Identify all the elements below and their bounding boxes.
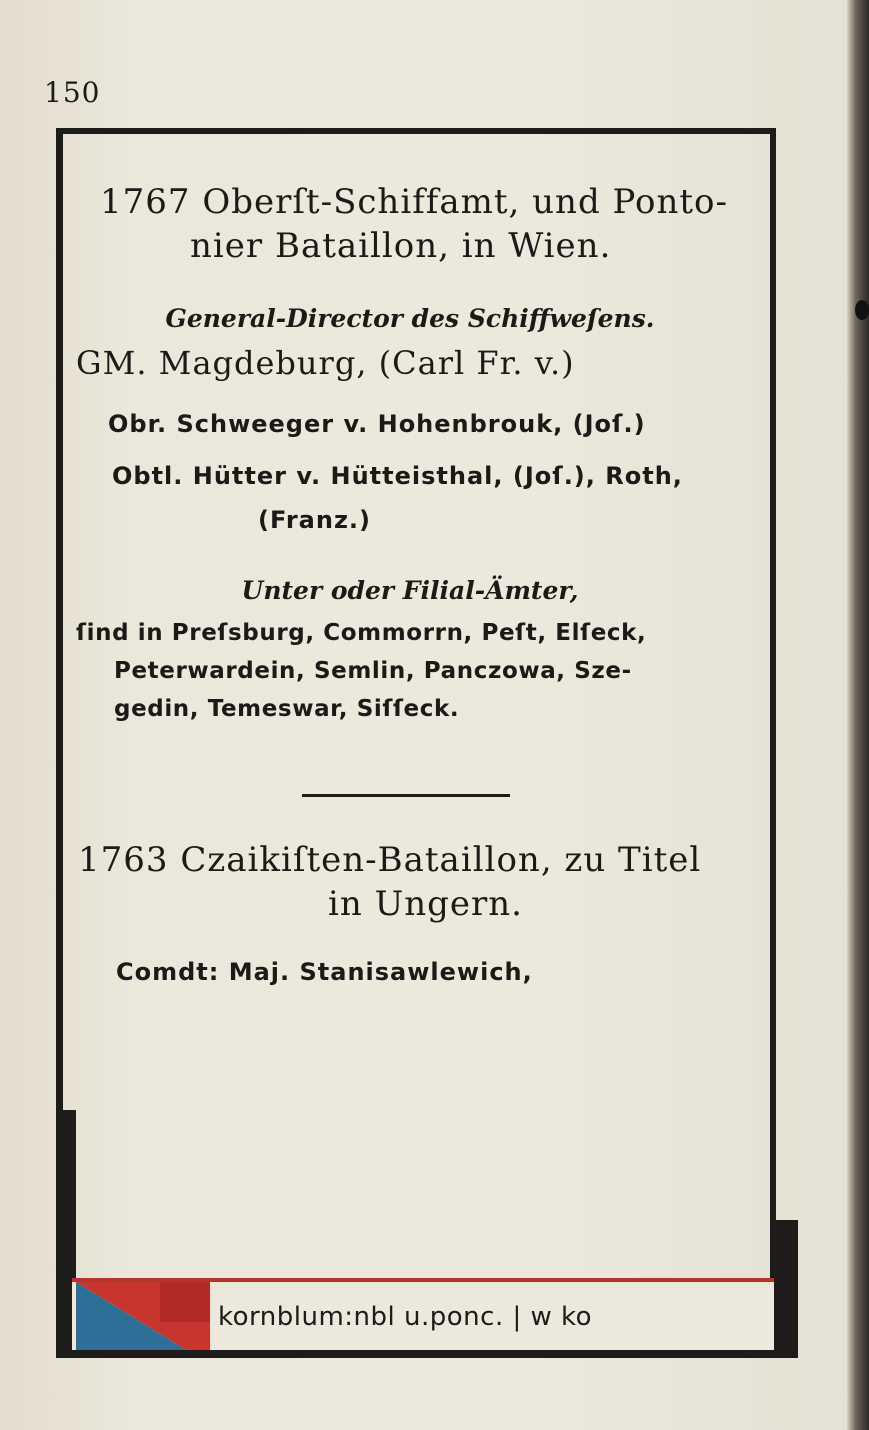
filial-line-3: gedin, Temeswar, Siſſeck. (114, 696, 460, 722)
filial-paragraph (76, 614, 766, 728)
section-2-title-line-1: 1763 Czaikiſten-Bataillon, zu Titel (78, 840, 702, 880)
filial-line-1: ſind in Preſsburg, Commorrn, Peſt, Elſeck, (76, 620, 647, 646)
frame-right-post (774, 1220, 798, 1358)
page-number: 150 (44, 76, 101, 109)
stamp-flag-icon (76, 1282, 210, 1350)
filial-line-2: Peterwardein, Semlin, Panczowa, Sze- (114, 658, 632, 684)
section-2-title (78, 838, 768, 926)
stamp-text: kornblum:nbl u.ponc. | w ko (218, 1302, 593, 1332)
member-line-1: Obr. Schweeger v. Hohenbrouk, (Joſ.) (108, 410, 646, 438)
section-2-title-line-2: in Ungern. (328, 884, 523, 924)
section-divider (302, 794, 510, 797)
commandant-line: Comdt: Maj. Stanisawlewich, (116, 958, 533, 986)
filial-heading: Unter oder Filial-Ämter, (241, 576, 579, 605)
frame-bottom-bar (56, 1350, 798, 1358)
page-edge-shadow (847, 0, 869, 1430)
member-line-3: (Franz.) (258, 506, 371, 534)
section-1-title-line-2: nier Bataillon, in Wien. (190, 226, 612, 266)
section-1-title (100, 180, 760, 268)
section-1-title-line-1: 1767 Oberſt-Schiffamt, und Ponto- (100, 182, 728, 222)
member-line-2: Obtl. Hütter v. Hütteisthal, (Joſ.), Roth, (112, 462, 683, 490)
section-1-subheading: General-Director des Schiffweſens. (165, 304, 655, 333)
general-director-name: GM. Magdeburg, (Carl Fr. v.) (76, 344, 575, 382)
binding-hole (855, 300, 869, 320)
